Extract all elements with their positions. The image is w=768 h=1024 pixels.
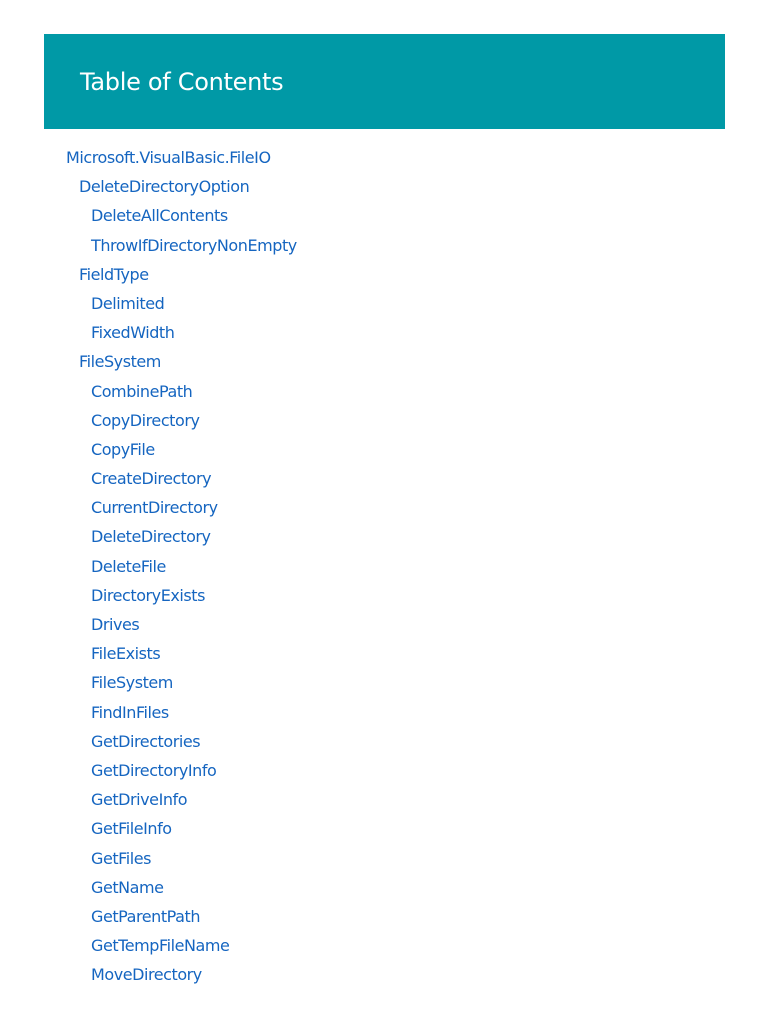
toc-header-banner (44, 34, 725, 129)
toc-item (0, 698, 768, 727)
toc-link[interactable]: FindInFiles (91, 702, 169, 722)
toc-link[interactable]: CreateDirectory (91, 469, 212, 489)
toc-item (0, 143, 768, 172)
toc-item (0, 785, 768, 814)
toc-link[interactable]: FixedWidth (91, 323, 175, 343)
toc-link[interactable]: Delimited (91, 293, 165, 313)
toc-link[interactable]: CurrentDirectory (91, 498, 218, 518)
toc-link[interactable]: GetName (91, 877, 164, 897)
toc-item (0, 902, 768, 931)
toc-item (0, 377, 768, 406)
toc-item (0, 552, 768, 581)
toc-item (0, 435, 768, 464)
toc-item (0, 639, 768, 668)
toc-link[interactable]: DeleteFile (91, 556, 166, 576)
toc-link[interactable]: CopyDirectory (91, 410, 200, 430)
toc-link[interactable]: MoveDirectory (91, 965, 202, 985)
toc-link[interactable]: ThrowIfDirectoryNonEmpty (91, 235, 297, 255)
toc-item (0, 931, 768, 960)
toc-item (0, 581, 768, 610)
toc-link[interactable]: CopyFile (91, 439, 155, 459)
toc-link[interactable]: CombinePath (91, 381, 193, 401)
toc-link[interactable]: DeleteDirectory (91, 527, 211, 547)
toc-item (0, 960, 768, 989)
toc-link[interactable]: FieldType (79, 264, 149, 284)
toc-item (0, 464, 768, 493)
toc-item (0, 172, 768, 201)
toc-link[interactable]: GetTempFileName (91, 936, 230, 956)
toc-link[interactable]: DirectoryExists (91, 585, 205, 605)
toc-item (0, 231, 768, 260)
toc-link[interactable]: FileSystem (91, 673, 173, 693)
toc-item (0, 756, 768, 785)
toc-item (0, 493, 768, 522)
table-of-contents-list (0, 143, 768, 989)
toc-item (0, 289, 768, 318)
toc-item (0, 522, 768, 551)
page-title: Table of Contents (80, 68, 284, 96)
toc-item (0, 347, 768, 376)
toc-link[interactable]: GetFileInfo (91, 819, 172, 839)
toc-link[interactable]: GetDirectories (91, 731, 201, 751)
toc-link[interactable]: DeleteAllContents (91, 206, 228, 226)
toc-link[interactable]: DeleteDirectoryOption (79, 177, 250, 197)
toc-link[interactable]: GetDirectoryInfo (91, 760, 217, 780)
toc-item (0, 318, 768, 347)
toc-link[interactable]: GetDriveInfo (91, 790, 188, 810)
toc-item (0, 406, 768, 435)
toc-item (0, 814, 768, 843)
toc-item (0, 844, 768, 873)
toc-link[interactable]: FileExists (91, 644, 161, 664)
toc-link[interactable]: FileSystem (79, 352, 161, 372)
toc-item (0, 201, 768, 230)
toc-link[interactable]: GetFiles (91, 848, 152, 868)
toc-item (0, 727, 768, 756)
toc-item (0, 668, 768, 697)
toc-item (0, 873, 768, 902)
toc-link[interactable]: Drives (91, 615, 140, 634)
toc-link[interactable]: Microsoft.VisualBasic.FileIO (66, 148, 271, 167)
toc-item (0, 610, 768, 639)
toc-link[interactable]: GetParentPath (91, 906, 201, 926)
toc-item (0, 260, 768, 289)
